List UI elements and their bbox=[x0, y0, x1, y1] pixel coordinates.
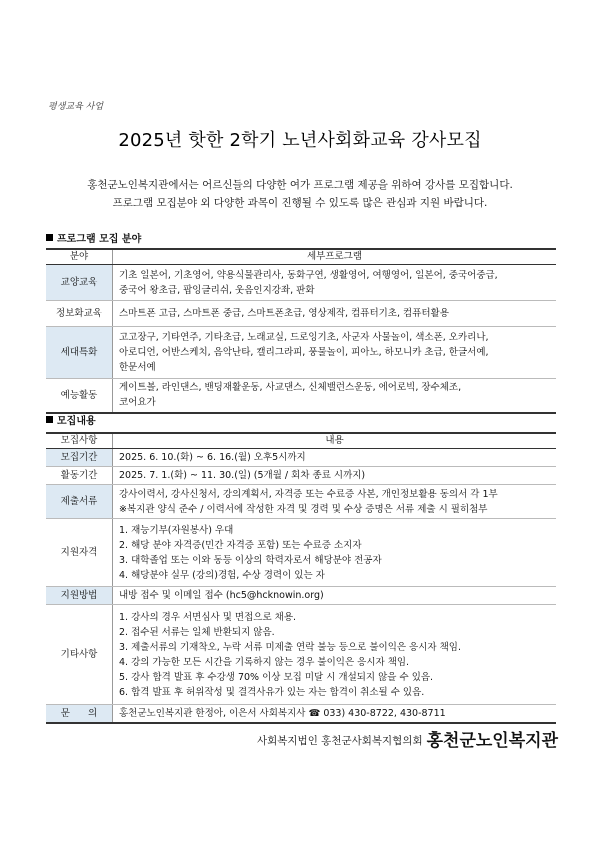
column-header-item: 모집사항 bbox=[46, 433, 113, 449]
content-line: 게이트볼, 라인댄스, 밴딩재활운동, 사교댄스, 신체밸런스운동, 에어로빅, 장수체조, bbox=[119, 382, 462, 394]
footer-org: 사회복지법인 홍천군사회복지협의회 bbox=[256, 735, 423, 747]
content-line: 기초 일본어, 기초영어, 약용식물관리사, 동화구연, 생활영어, 여행영어, 일본어, 중국어중급, bbox=[119, 269, 498, 281]
section-heading-programs bbox=[46, 230, 141, 245]
row-label: 교양교육 bbox=[46, 265, 113, 301]
row-label: 정보화교육 bbox=[46, 301, 113, 327]
footer bbox=[257, 726, 558, 751]
intro-line: 홍천군노인복지관에서는 어르신들의 다양한 여가 프로그램 제공을 위하여 강사를 모집합니다. bbox=[87, 179, 513, 191]
content-line: 고고장구, 기타연주, 기타초급, 노래교실, 드로잉기초, 사군자 사물놀이, 색소폰, 오카리나, bbox=[119, 332, 489, 343]
section-heading-text: 프로그램 모집 분야 bbox=[57, 234, 142, 245]
row-content bbox=[113, 467, 557, 485]
page-title: 2025년 핫한 2학기 노년사회화교육 강사모집 bbox=[118, 130, 482, 151]
table-row bbox=[46, 301, 556, 327]
column-header-field: 분야 bbox=[46, 249, 113, 265]
column-header-detail: 세부프로그램 bbox=[113, 249, 557, 265]
intro-line: 프로그램 모집분야 외 다양한 과목이 진행될 수 있도록 많은 관심과 지원 바랍니다. bbox=[112, 197, 488, 209]
row-label: 지원방법 bbox=[46, 587, 113, 605]
row-content bbox=[113, 705, 557, 724]
content-line: 5. 강사 합격 발표 후 수강생 70% 이상 모집 미달 시 개설되지 않을 수 있음. bbox=[119, 671, 434, 683]
content-line: 6. 합격 발표 후 허위작성 및 결격사유가 있는 자는 합격이 취소될 수 있음. bbox=[119, 686, 425, 698]
program-table bbox=[46, 248, 556, 414]
row-content bbox=[113, 327, 557, 379]
content-line: 코어요가 bbox=[119, 397, 156, 409]
footer-name: 홍천군노인복지관 bbox=[426, 731, 558, 751]
content-line: ※복지관 양식 준수 / 이력서에 작성한 자격 및 경력 및 수상 증명은 서류 제출 시 필히첨부 bbox=[119, 503, 488, 515]
content-line: 2025. 7. 1.(화) ~ 11. 30.(일) (5개월 / 회차 종료 시까지) bbox=[119, 470, 366, 481]
table-row bbox=[46, 265, 556, 301]
recruit-table bbox=[46, 432, 556, 724]
row-label: 문 의 bbox=[46, 705, 113, 724]
row-content bbox=[113, 449, 557, 467]
content-line: 1. 강사의 경우 서면심사 및 면접으로 채용. bbox=[119, 611, 297, 623]
row-content bbox=[113, 605, 557, 705]
content-line: 강사이력서, 강사신청서, 강의계획서, 자격증 또는 수료증 사본, 개인정보활용 동의서 각 1부 bbox=[119, 488, 498, 500]
table-row bbox=[46, 587, 556, 605]
table-row bbox=[46, 467, 556, 485]
content-line: 2025. 6. 10.(화) ~ 6. 16.(월) 오후5시까지 bbox=[119, 452, 306, 463]
table-row bbox=[46, 379, 556, 413]
square-bullet-icon bbox=[46, 234, 53, 241]
content-line: 3. 제출서류의 기재착오, 누락 서류 미제출 연락 불능 등으로 불이익은 응시자 책임. bbox=[119, 641, 461, 653]
content-line: 3. 대학졸업 또는 이와 동등 이상의 학력자로서 해당분야 전공자 bbox=[119, 554, 382, 566]
row-label: 모집기간 bbox=[46, 449, 113, 467]
content-line: 홍천군노인복지관 한정아, 이은서 사회복지사 ☎ 033) 430-8722, 430-8711 bbox=[119, 708, 446, 719]
row-label: 세대특화 bbox=[46, 327, 113, 379]
table-row bbox=[46, 519, 556, 587]
row-content bbox=[113, 265, 557, 301]
row-content bbox=[113, 379, 557, 413]
row-label: 제출서류 bbox=[46, 485, 113, 519]
category-label: 평생교육 사업 bbox=[48, 102, 104, 112]
row-label: 활동기간 bbox=[46, 467, 113, 485]
column-header-content: 내용 bbox=[113, 433, 557, 449]
row-label: 기타사항 bbox=[46, 605, 113, 705]
row-content bbox=[113, 587, 557, 605]
content-line: 1. 재능기부(자원봉사) 우대 bbox=[119, 524, 234, 536]
section-heading-text: 모집내용 bbox=[57, 416, 96, 427]
row-content bbox=[113, 519, 557, 587]
content-line: 2. 해당 분야 자격증(민간 자격증 포함) 또는 수료증 소지자 bbox=[119, 539, 362, 551]
table-row bbox=[46, 327, 556, 379]
section-heading-recruit bbox=[46, 412, 96, 427]
content-line: 4. 강의 가능한 모든 시간을 기록하지 않는 경우 불이익은 응시자 책임. bbox=[119, 656, 410, 668]
table-row bbox=[46, 605, 556, 705]
content-line: 아로디언, 어반스케치, 음악난타, 캘리그라피, 풍물놀이, 피아노, 하모니카 초급, 한글서예, bbox=[119, 347, 489, 358]
table-row bbox=[46, 705, 556, 724]
row-label: 지원자격 bbox=[46, 519, 113, 587]
row-content bbox=[113, 301, 557, 327]
content-line: 스마트폰 고급, 스마트폰 중급, 스마트폰초급, 영상제작, 컴퓨터기초, 컴퓨터활용 bbox=[119, 308, 449, 319]
content-line: 중국어 왕초급, 팝잉글리쉬, 웃음인지강좌, 판화 bbox=[119, 284, 315, 296]
content-line: 한문서예 bbox=[119, 362, 156, 373]
table-row bbox=[46, 485, 556, 519]
content-line: 내방 접수 및 이메일 접수 (hc5@hcknowin.org) bbox=[119, 590, 324, 601]
square-bullet-icon bbox=[46, 416, 53, 423]
row-content bbox=[113, 485, 557, 519]
table-row bbox=[46, 449, 556, 467]
content-line: 2. 접수된 서류는 일체 반환되지 않음. bbox=[119, 626, 275, 638]
content-line: 4. 해당분야 실무 (강의)경험, 수상 경력이 있는 자 bbox=[119, 569, 325, 581]
intro-text bbox=[0, 176, 600, 212]
row-label: 예능활동 bbox=[46, 379, 113, 413]
